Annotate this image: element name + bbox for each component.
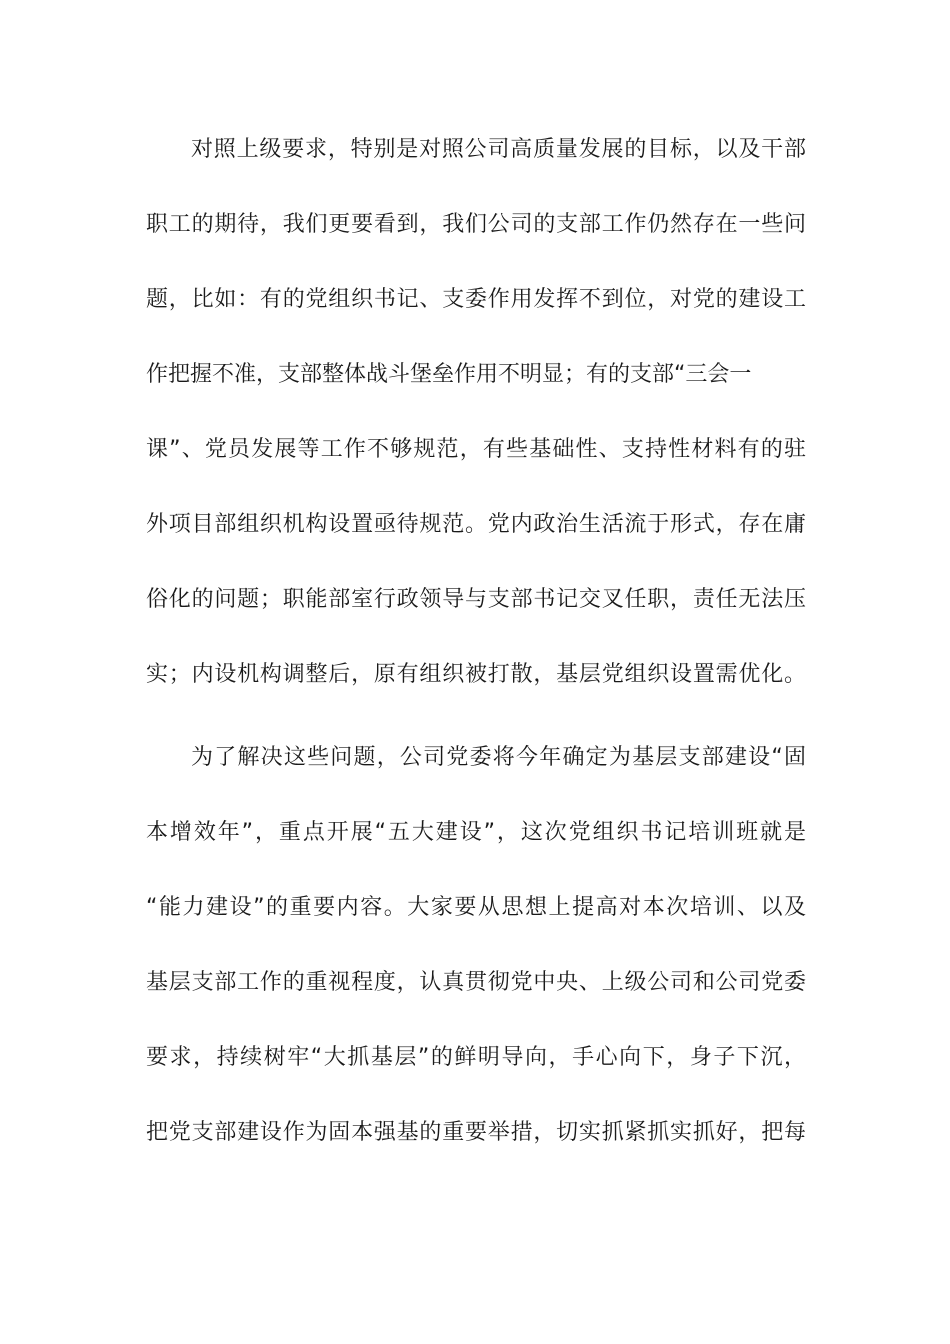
paragraph-1-line-2: 职工的期待，我们更要看到，我们公司的支部工作仍然存在一些问	[146, 212, 806, 237]
paragraph-1-line-1: 对照上级要求，特别是对照公司高质量发展的目标，以及干部	[191, 137, 806, 162]
paragraph-1-line-4: 作把握不准，支部整体战斗堡垒作用不明显；有的支部“三会一	[146, 362, 752, 387]
paragraph-2-line-4: 基层支部工作的重视程度，认真贯彻党中央、上级公司和公司党委	[146, 970, 806, 995]
paragraph-1-line-6: 外项目部组织机构设置亟待规范。党内政治生活流于形式，存在庸	[146, 512, 806, 537]
paragraph-1-line-3: 题，比如：有的党组织书记、支委作用发挥不到位，对党的建设工	[146, 287, 806, 312]
paragraph-1-line-7: 俗化的问题；职能部室行政领导与支部书记交叉任职，责任无法压	[146, 587, 806, 612]
paragraph-2-line-1: 为了解决这些问题，公司党委将今年确定为基层支部建设“固	[191, 745, 806, 770]
paragraph-2-line-6: 把党支部建设作为固本强基的重要举措，切实抓紧抓实抓好，把每	[146, 1120, 806, 1145]
paragraph-1-line-8: 实；内设机构调整后，原有组织被打散，基层党组织设置需优化。	[146, 662, 806, 687]
paragraph-1-line-5: 课”、党员发展等工作不够规范，有些基础性、支持性材料有的驻	[146, 437, 806, 462]
paragraph-2-line-3: “能力建设”的重要内容。大家要从思想上提高对本次培训、以及	[146, 895, 806, 920]
paragraph-2-line-5: 要求，持续树牢“大抓基层”的鲜明导向，手心向下，身子下沉，	[146, 1045, 806, 1070]
paragraph-2-line-2: 本增效年”，重点开展“五大建设”，这次党组织书记培训班就是	[146, 820, 806, 845]
